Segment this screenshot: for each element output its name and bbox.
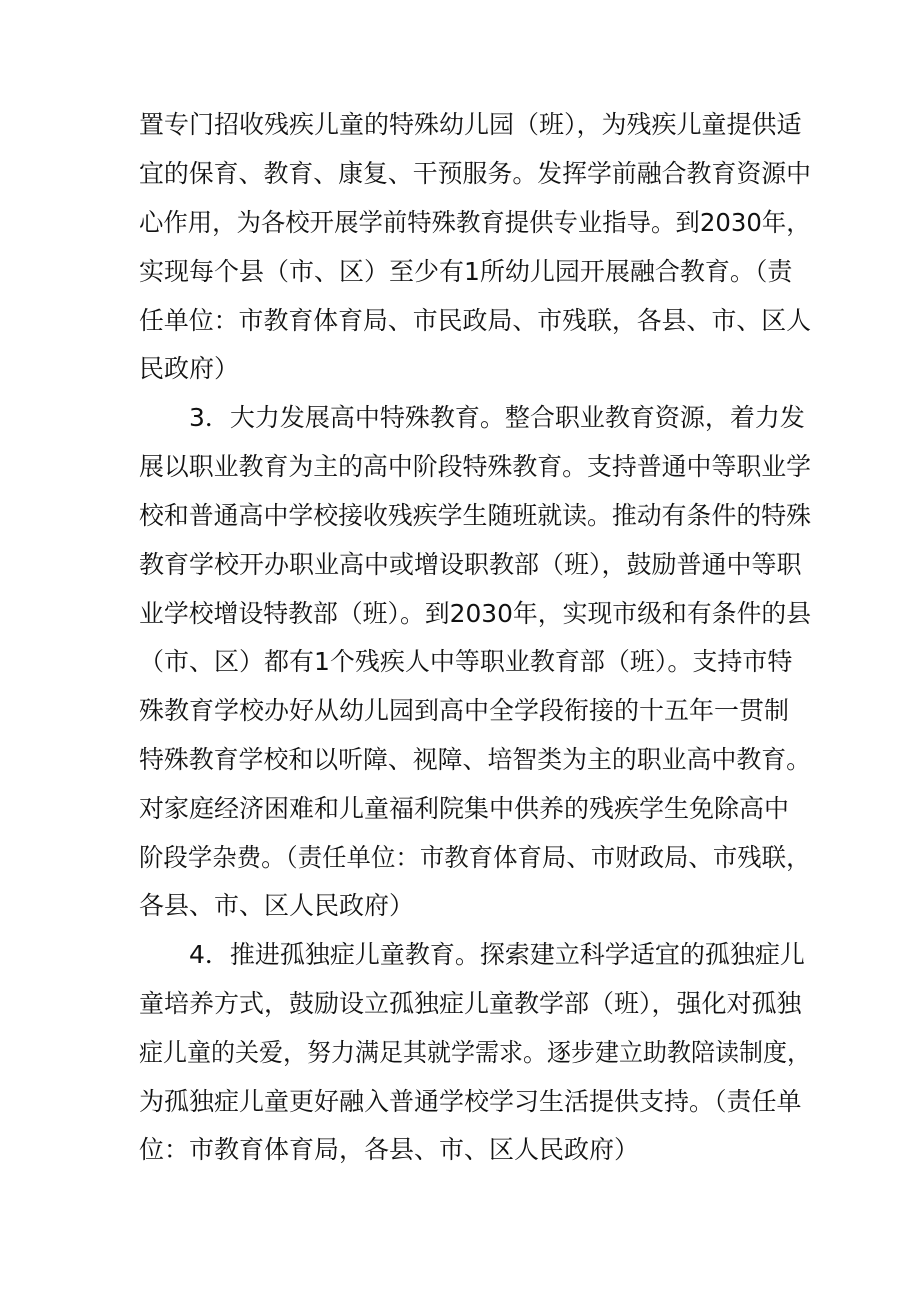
text-line: （市、区）都有1个残疾人中等职业教育部（班）。支持市特 (139, 647, 793, 676)
text-line: 对家庭经济困难和儿童福利院集中供养的残疾学生免除高中 (139, 794, 790, 823)
text-line: 症儿童的关爱，努力满足其就学需求。逐步建立助教陪读制度， (139, 1038, 812, 1067)
text-line: 校和普通高中学校接收残疾学生随班就读。推动有条件的特殊 (139, 501, 812, 530)
paragraph-4-first-line: 4．推进孤独症儿童教育。探索建立科学适宜的孤独症儿 (189, 940, 805, 969)
text-line: 宜的保育、教育、康复、干预服务。发挥学前融合教育资源中 (139, 159, 812, 188)
text-line: 置专门招收残疾儿童的特殊幼儿园（班），为残疾儿童提供适 (139, 110, 802, 139)
text-line: 实现每个县（市、区）至少有1所幼儿园开展融合教育。（责 (139, 257, 793, 286)
text-line: 童培养方式，鼓励设立孤独症儿童教学部（班），强化对孤独 (139, 989, 802, 1018)
text-line: 教育学校开办职业高中或增设职教部（班），鼓励普通中等职 (139, 550, 802, 579)
text-line: 心作用，为各校开展学前特殊教育提供专业指导。到2030年， (139, 208, 811, 237)
text-line: 展以职业教育为主的高中阶段特殊教育。支持普通中等职业学 (139, 452, 812, 481)
text-line: 任单位：市教育体育局、市民政局、市残联，各县、市、区人 (139, 306, 812, 335)
text-line: 业学校增设特教部（班）。到2030年，实现市级和有条件的县 (139, 599, 812, 628)
text-line: 为孤独症儿童更好融入普通学校学习生活提供支持。（责任单 (139, 1087, 802, 1116)
text-line: 民政府） (139, 354, 240, 383)
paragraph-3-first-line: 3．大力发展高中特殊教育。整合职业教育资源，着力发 (189, 403, 805, 432)
text-line: 阶段学杂费。（责任单位：市教育体育局、市财政局、市残联， (139, 843, 811, 872)
text-line: 殊教育学校办好从幼儿园到高中全学段衔接的十五年一贯制 (139, 696, 790, 725)
text-line: 位：市教育体育局，各县、市、区人民政府） (139, 1135, 640, 1164)
text-line: 各县、市、区人民政府） (139, 891, 415, 920)
text-line: 特殊教育学校和以听障、视障、培智类为主的职业高中教育。 (139, 745, 812, 774)
